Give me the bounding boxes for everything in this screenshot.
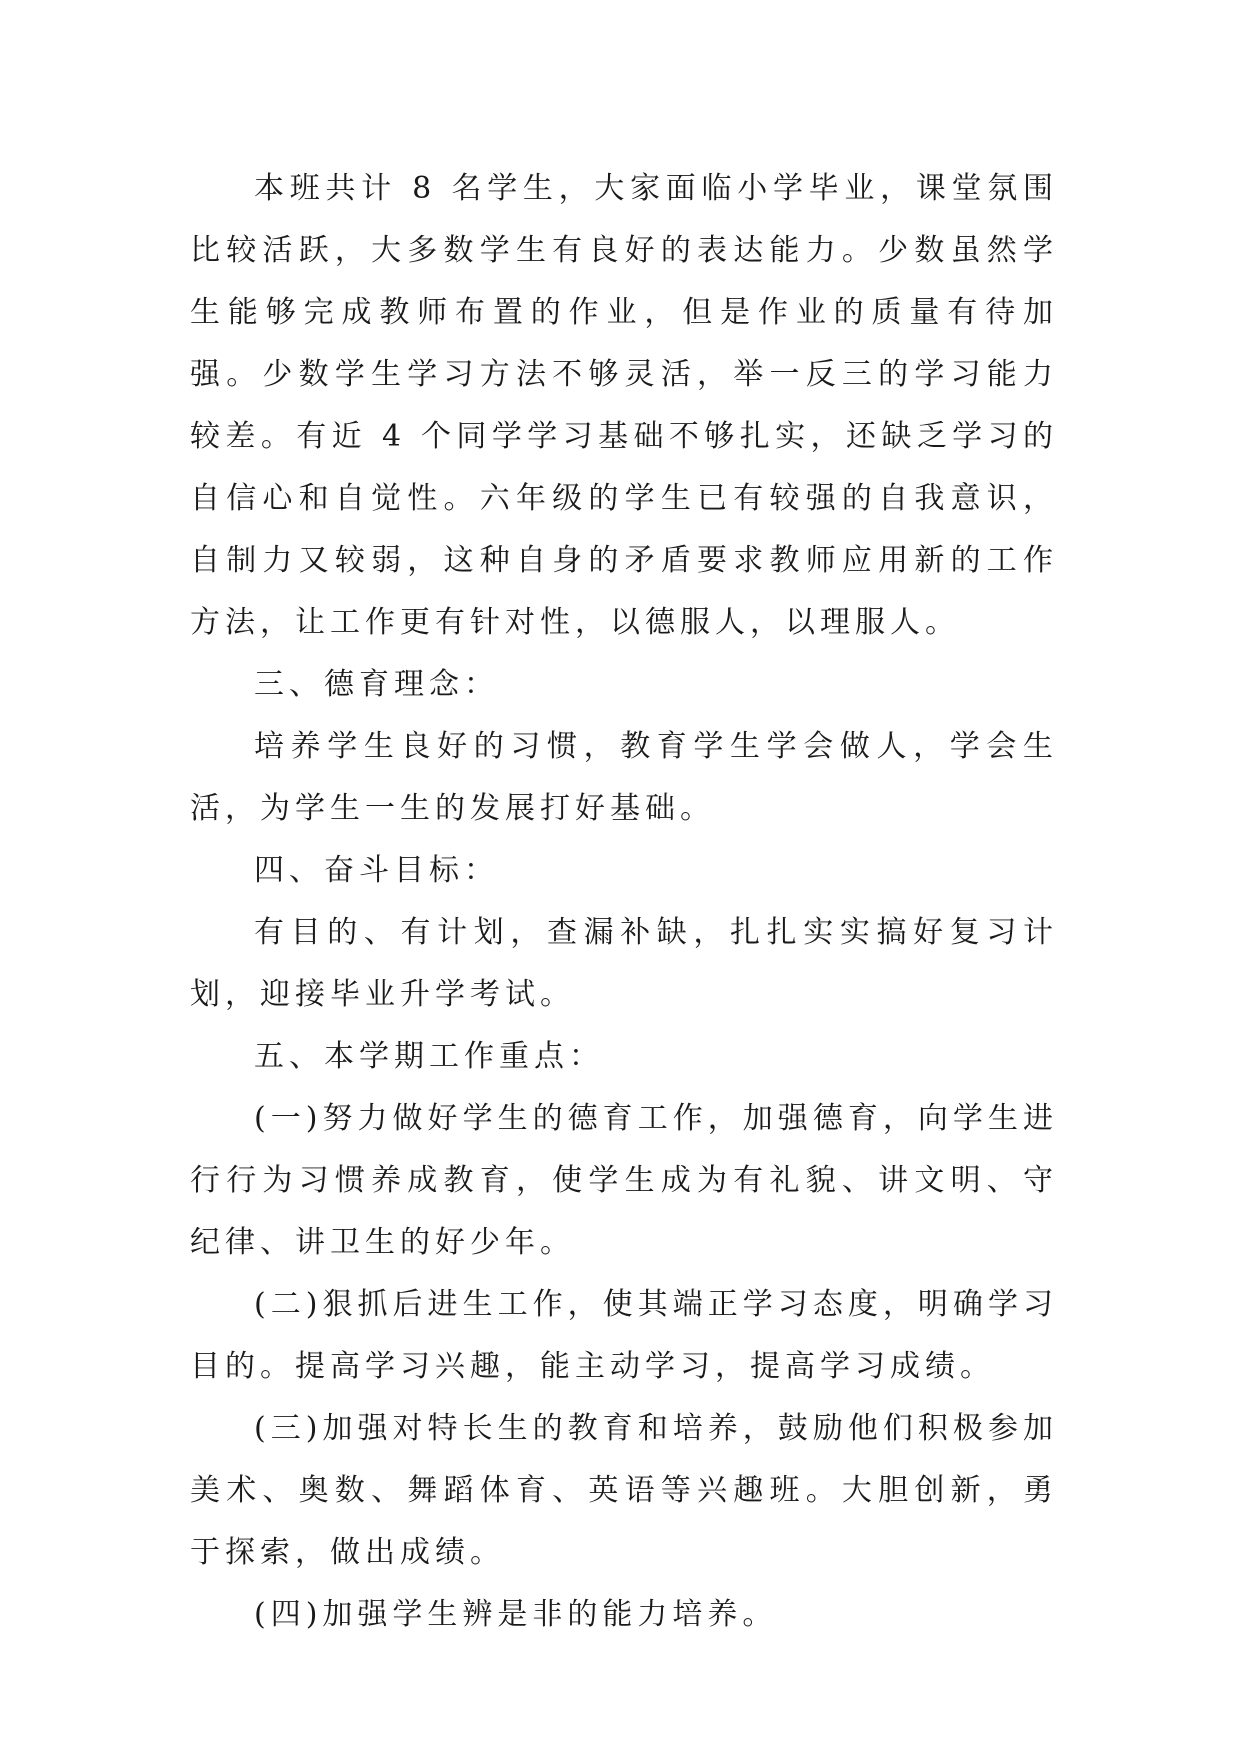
paragraph-focus-item-4: (四)加强学生辨是非的能力培养。 [254,1597,778,1632]
paragraph-goals: 有目的、有计划，查漏补缺，扎扎实实搞好复习计划，迎接毕业升学考试。 [190,915,1058,1012]
paragraph-class-situation: 本班共计 8 名学生，大家面临小学毕业，课堂氛围比较活跃，大多数学生有良好的表达能力。少数虽然学生能够完成教师布置的作业，但是作业的质量有待加强。少数学生学习方法不够灵活，举一反三的学习能力较差。有近 4 个同学学习基础不够扎实，还缺乏学习的自信心和自觉性。六年级的学生已有较强的自我意识，自制力又较弱，这种自身的矛盾要求教师应用新的工作方法，让工作更有针对性，以德服人，以理服人。 [190,171,1058,640]
heading-goals: 四、奋斗目标： [254,853,499,888]
heading-moral-education-concept: 三、德育理念： [254,667,499,702]
paragraph-focus-item-1: (一)努力做好学生的德育工作，加强德育，向学生进行行为习惯养成教育，使学生成为有礼貌、讲文明、守纪律、讲卫生的好少年。 [190,1101,1058,1260]
paragraph-focus-item-2: (二)狠抓后进生工作，使其端正学习态度，明确学习目的。提高学习兴趣，能主动学习，提高学习成绩。 [190,1287,1058,1384]
heading-semester-focus: 五、本学期工作重点： [254,1039,604,1074]
paragraph-moral-education-concept: 培养学生良好的习惯，教育学生学会做人，学会生活，为学生一生的发展打好基础。 [190,729,1058,826]
document-body [190,158,1058,1646]
paragraph-focus-item-3: (三)加强对特长生的教育和培养，鼓励他们积极参加美术、奥数、舞蹈体育、英语等兴趣班。大胆创新，勇于探索，做出成绩。 [190,1411,1058,1570]
